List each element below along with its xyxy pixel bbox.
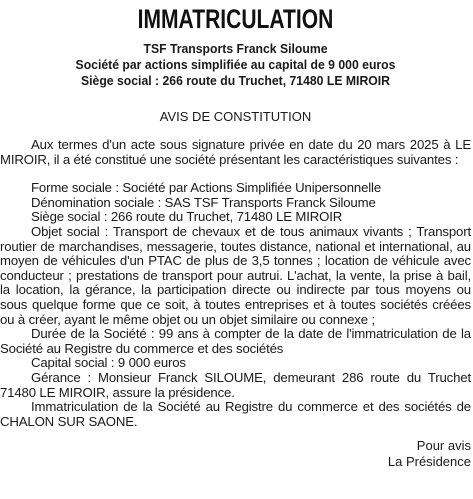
signature-block xyxy=(388,438,471,470)
registered-office-paragraph: Siège social : 266 route du Truchet, 71480 LE MIROIR xyxy=(31,209,343,225)
section-banner: IMMATRICULATION xyxy=(137,4,334,34)
company-address: Siège social : 266 route du Truchet, 71480 LE MIROIR xyxy=(81,73,390,88)
company-name-paragraph: Dénomination sociale : SAS TSF Transports Franck Siloume xyxy=(31,194,376,210)
registration-paragraph: Immatriculation de la Société au Registre du commerce et des sociétés de CHALON SUR SAONE. xyxy=(0,399,471,429)
signature-line-2: La Présidence xyxy=(387,454,471,469)
share-capital-paragraph: Capital social : 9 000 euros xyxy=(31,355,186,371)
corporate-purpose-paragraph: Objet social : Transport de chevaux et de tous animaux vivants ; Transport routier de marchandises, messagerie, toutes distance, national et international, au moyen de véhicules d'un PTAC de plus de 3,5 tonnes ; location de véhicule avec conducteur ; prestations de transport pour autrui. L'achat, la vente, la prise à bail, la location, la gérance, la participation directe ou indirecte par tous moyens ou sous quelque forme que ce soit, à toutes entreprises et à toutes sociétés créées ou à créer, ayant le même objet ou un objet similaire ou connexe ; xyxy=(0,223,471,327)
company-legal-form: Société par actions simplifiée au capital de 9 000 euros xyxy=(75,57,396,72)
company-header xyxy=(0,41,471,89)
notice-type: AVIS DE CONSTITUTION xyxy=(159,109,312,124)
notice-body xyxy=(0,138,471,429)
intro-paragraph: Aux termes d'un acte sous signature privée en date du 20 mars 2025 à LE MIROIR, il a été constitué une société présentant les caractéristiques suivantes : xyxy=(0,137,471,167)
duration-paragraph: Durée de la Société : 99 ans à compter de la date de l'immatriculation de la Société au Registre du commerce et des sociétés xyxy=(0,326,471,356)
legal-form-paragraph: Forme sociale : Société par Actions Simplifiée Unipersonnelle xyxy=(31,180,382,196)
signature-line-1: Pour avis xyxy=(416,438,471,453)
company-name: TSF Transports Franck Siloume xyxy=(143,41,328,56)
management-paragraph: Gérance : Monsieur Franck SILOUME, demeurant 286 route du Truchet 71480 LE MIROIR, assure la présidence. xyxy=(0,369,471,400)
